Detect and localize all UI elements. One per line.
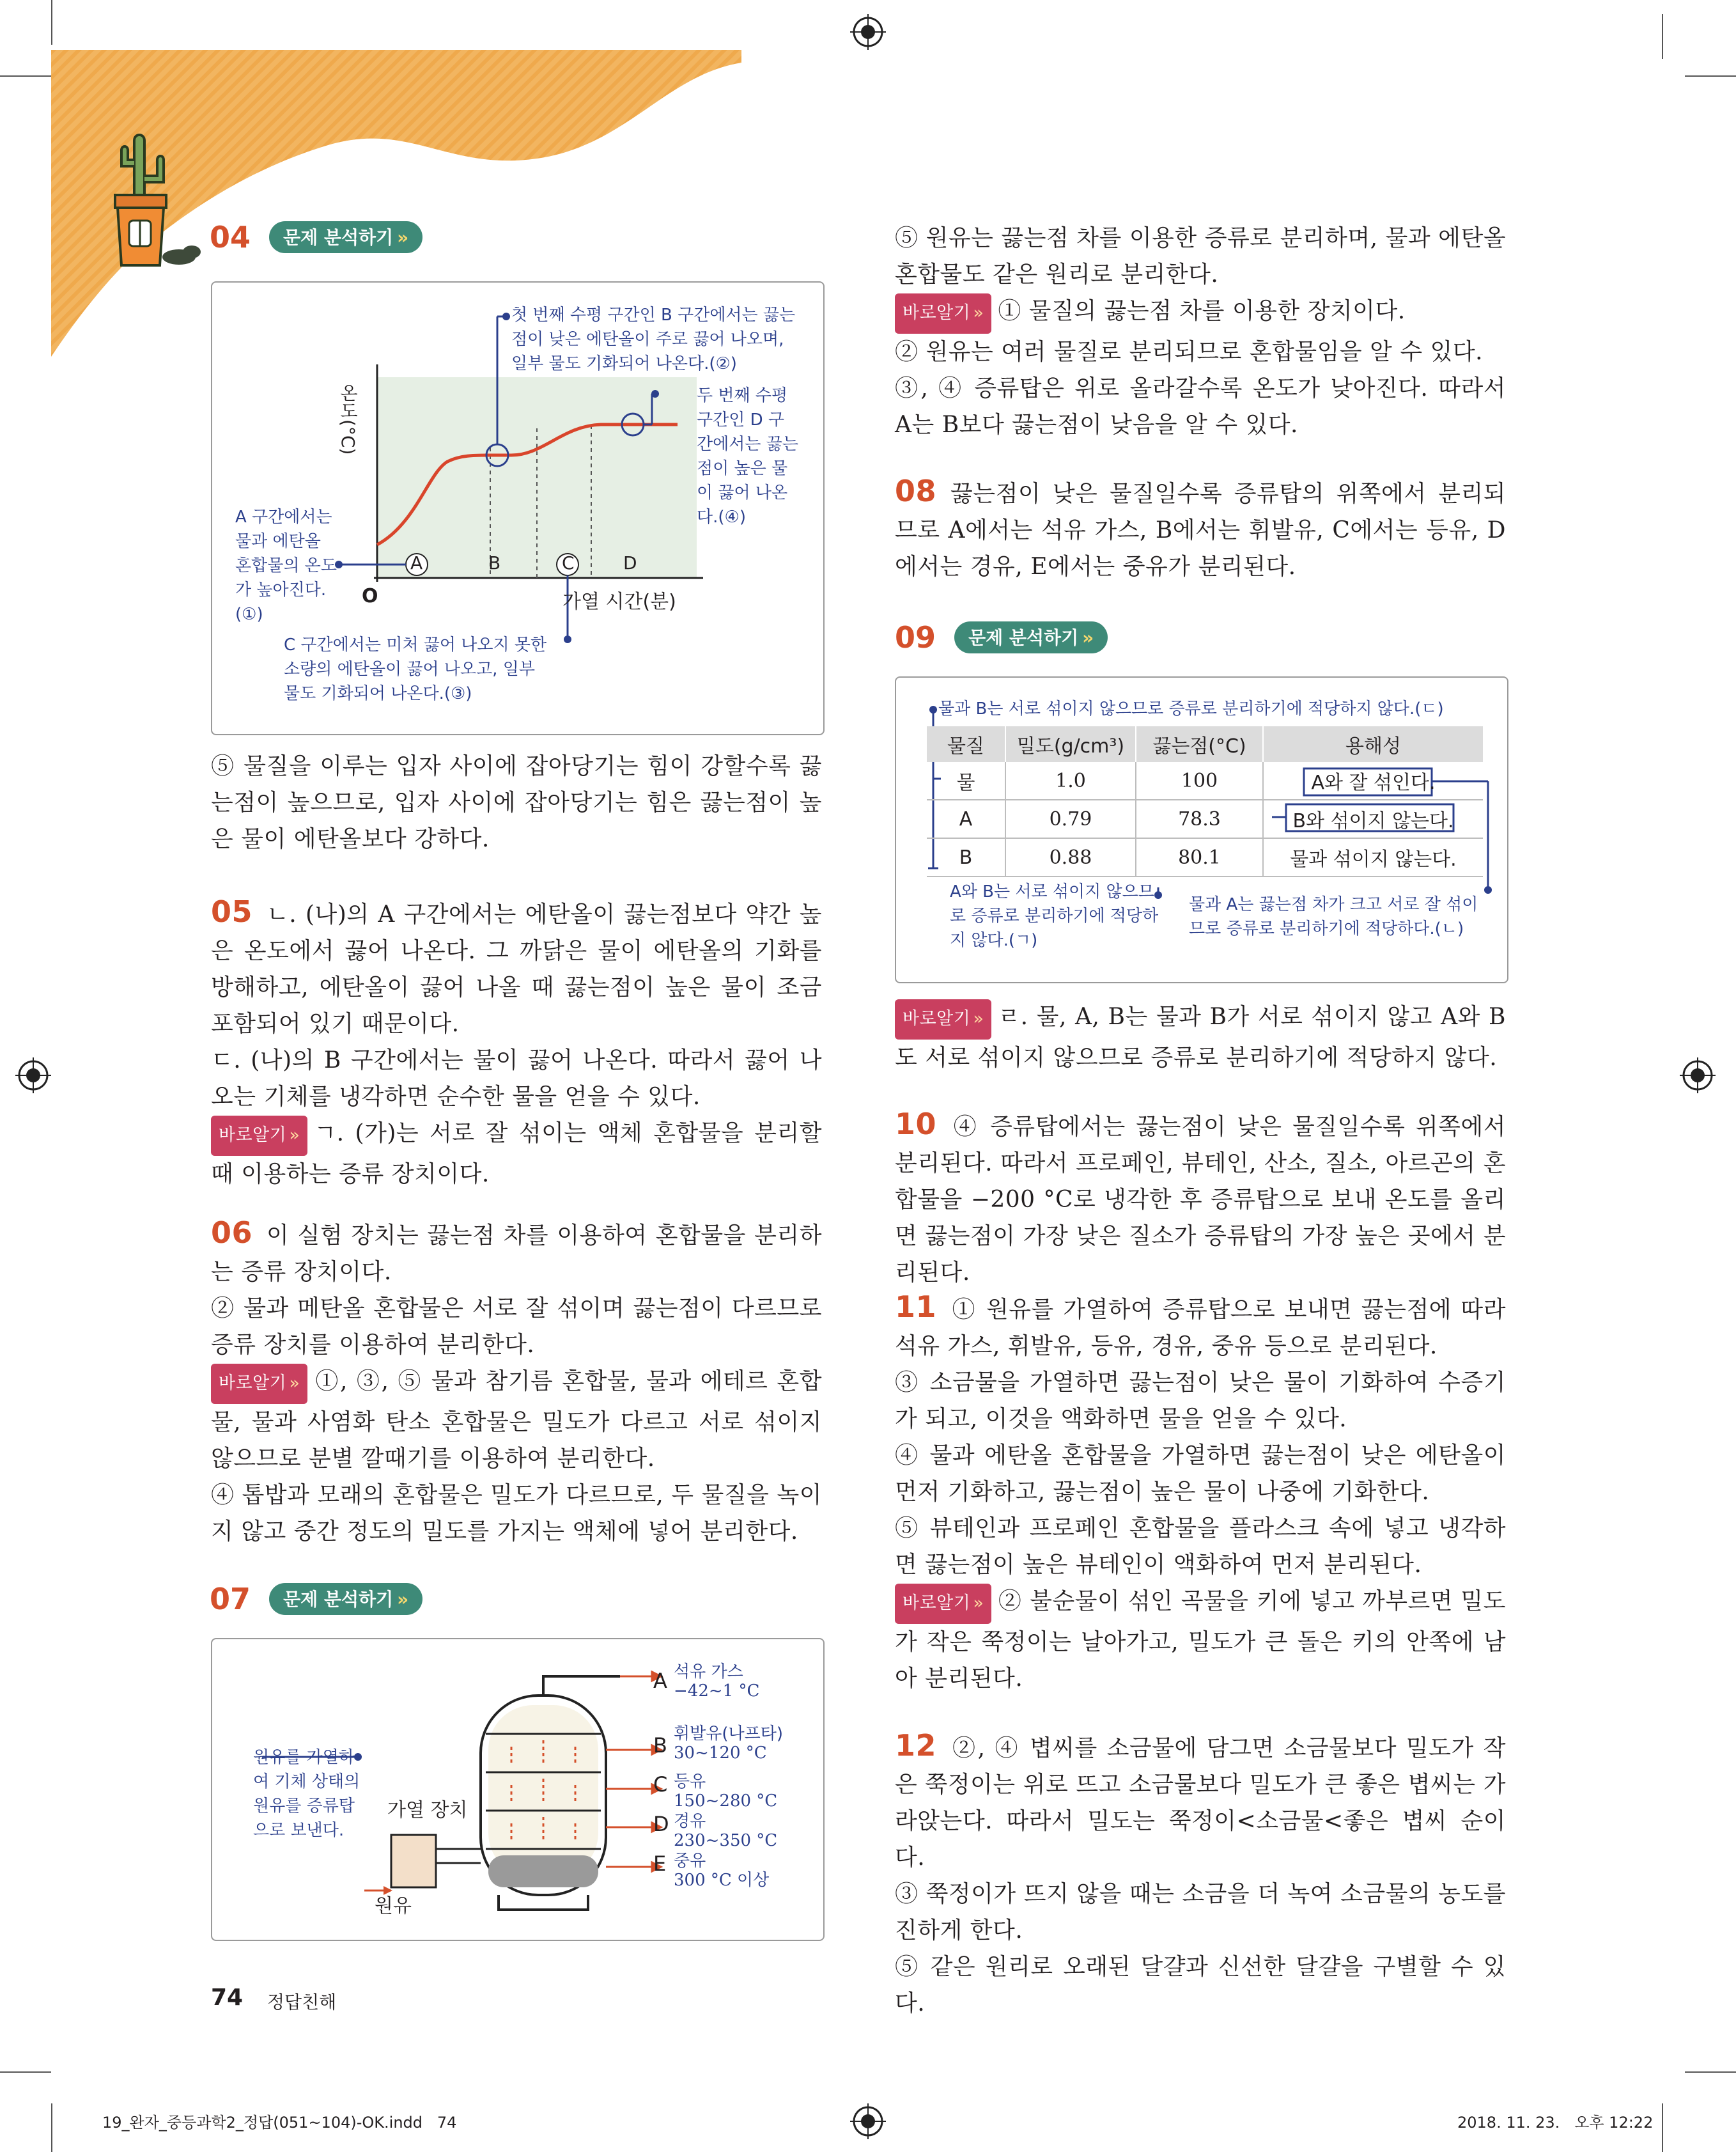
q12-answer: 12 ②, ④ 볍씨를 소금물에 담그면 소금물보다 밀도가 작은 쭉정이는 위로 뜨고 소금물보다 밀도가 큰 좋은 볍씨는 가라앉는다. 따라서 밀도는 쭉정이<소금물<좋은 볍씨 순이다. ③ 쭉정이가 뜨지 않을 때는 소금을 더 녹여 소금물의 농도를 진하게 한다. ⑤ 같은 원리로 오래된 달걀과 신선한 달걀을 구별할 수 있다. [895, 1728, 1506, 2016]
graph-region-d: D [623, 552, 637, 573]
q11-answer: 11 ① 원유를 가열하여 증류탑으로 보내면 끓는점에 따라 석유 가스, 휘발유, 등유, 경유, 중유 등으로 분리된다. ③ 소금물을 가열하면 끓는점이 낮은 물이 기화하여 수증기가 되고, 이것을 액화하면 물을 얻을 수 있다. ④ 물과 에탄올 혼합물을 가열하면 끓는점이 낮은 에탄올이 먼저 기화하고, 끓는점이 높은 물이 나중에 기화한다. ⑤ 뷰테인과 프로페인 혼합물을 플라스크 속에 넣고 냉각하면 끓는점이 높은 뷰테인이 액화하여 먼저 분리된다. 바로알기 » ② 불순물이 섞인 곡물을 키에 넣고 까부르면 밀도가 작은 쭉정이는 날아가고, 밀도가 큰 돌은 키의 안쪽에 남아 분리된다. [895, 1290, 1506, 1692]
q06-answer: 06 이 실험 장치는 끓는점 차를 이용하여 혼합물을 분리하는 증류 장치이다. ② 물과 메탄올 혼합물은 서로 잘 섞이며 끓는점이 다르므로 증류 장치를 이용하여 분리한다. 바로알기 » ①, ③, ⑤ 물과 참기름 혼합물, 물과 에테르 혼합물, 물과 사염화 탄소 혼합물은 밀도가 다르고 서로 섞이지 않으므로 분별 깔때기를 이용하여 분리한다. ④ 톱밥과 모래의 혼합물은 밀도가 다르므로, 두 물질을 녹이지 않고 중간 정도의 밀도를 가지는 액체에 넣어 분리한다. [211, 1215, 822, 1545]
heater-label: 가열 장치 [387, 1799, 468, 1821]
table-annotation-right: 물과 A는 끓는점 차가 크고 서로 잘 섞이므로 증류로 분리하기에 적당하다.(ㄴ) [1189, 895, 1478, 939]
correct-badge: 바로알기 » [211, 1116, 307, 1156]
page-section: 정답친해 [267, 1992, 337, 2013]
column-header: 끓는점(°C) [1136, 726, 1263, 762]
page-number: 74 [211, 1984, 244, 2011]
q07-heading [210, 1582, 422, 1616]
question-number: 09 [895, 620, 936, 655]
registration-mark-icon [850, 2103, 886, 2139]
q09-answer: 바로알기 » ㄹ. 물, A, B는 물과 B가 서로 섞이지 않고 A와 B도 서로 섞이지 않으므로 증류로 분리하기에 적당하지 않다. [895, 999, 1506, 1076]
analysis-badge: 문제 분석하기 » [269, 221, 422, 253]
tower-annotation: 원유를 가열하여 기체 상태의 원유를 증류탑으로 보낸다. [253, 1748, 360, 1840]
correct-badge: 바로알기 » [895, 1584, 991, 1624]
annotation-b: 첫 번째 수평 구간인 B 구간에서는 끓는점이 낮은 에탄올이 주로 끓어 나오며, 일부 물도 기화되어 나온다.(②) [511, 306, 796, 373]
question-number: 12 [895, 1728, 937, 1763]
print-timestamp: 2018. 11. 23. 오후 12:22 [1457, 2114, 1654, 2132]
question-number: 11 [895, 1290, 937, 1324]
table-row: A 0.79 78.3 B와 섞이지 않는다. [927, 800, 1483, 838]
registration-mark-icon [15, 1057, 51, 1093]
q10-answer: 10 ④ 증류탑에서는 끓는점이 낮은 물질일수록 위쪽에서 분리된다. 따라서 프로페인, 뷰테인, 산소, 질소, 아르곤의 혼합물을 −200 °C로 냉각한 후 증류탑으로 보내 온도를 올리면 끓는점이 가장 낮은 질소가 증류탑의 가장 높은 곳에서 분리된다. [895, 1107, 1506, 1286]
crude-oil-label: 원유 [375, 1895, 412, 1917]
question-number: 07 [210, 1582, 251, 1616]
annotation-c: C 구간에서는 미처 끓어 나오지 못한 소량의 에탄올이 끓어 나오고, 일부 물도 기화되어 나온다.(③) [284, 635, 547, 703]
analysis-badge: 문제 분석하기 » [954, 621, 1108, 653]
correct-badge: 바로알기 » [895, 293, 991, 334]
correct-badge: 바로알기 » [211, 1364, 307, 1404]
registration-mark-icon [850, 14, 886, 50]
graph-region-b: B [488, 552, 501, 573]
q05-answer: 05 ㄴ. (나)의 A 구간에서는 에탄올이 끓는점보다 약간 높은 온도에서 끓어 나온다. 그 까닭은 물이 에탄올의 기화를 방해하고, 에탄올이 끓어 나올 때 끓는점이 높은 물이 조금 포함되어 있기 때문이다. ㄷ. (나)의 B 구간에서는 물이 끓어 나온다. 따라서 끓어 나오는 기체를 냉각하면 순수한 물을 얻을 수 있다. 바로알기 » ㄱ. (가)는 서로 잘 섞이는 액체 혼합물을 분리할 때 이용하는 증류 장치이다. [211, 894, 822, 1187]
q04-answer: ⑤ 물질을 이루는 입자 사이에 잡아당기는 힘이 강할수록 끓는점이 높으므로, 입자 사이에 잡아당기는 힘은 끓는점이 높은 물이 에탄올보다 강하다. [211, 753, 822, 852]
table-annotation-top: 물과 B는 서로 섞이지 않으므로 증류로 분리하기에 적당하지 않다.(ㄷ) [938, 699, 1444, 719]
graph-region-c: C [562, 552, 575, 573]
correct-badge: 바로알기 » [895, 999, 991, 1040]
table-annotation-left: A와 B는 서로 섞이지 않으므로 증류로 분리하기에 적당하지 않다.(ㄱ) [950, 882, 1159, 950]
analysis-badge: 문제 분석하기 » [269, 1583, 422, 1615]
registration-mark-icon [1680, 1057, 1716, 1093]
question-number: 08 [895, 474, 937, 508]
column-header: 물질 [927, 726, 1005, 762]
q08-answer: 08 끓는점이 낮은 물질일수록 증류탑의 위쪽에서 분리되므로 A에서는 석유 가스, B에서는 휘발유, C에서는 등유, D에서는 경유, E에서는 중유가 분리된다. [895, 474, 1506, 580]
question-number: 06 [211, 1215, 253, 1250]
question-number: 05 [211, 894, 253, 929]
indd-filename: 19_완자_중등과학2_정답(051~104)-OK.indd 74 [102, 2114, 457, 2132]
graph-region-a: A [410, 552, 423, 573]
graph-y-label: 온도(°C) [337, 384, 359, 455]
q07-answer: ⑤ 원유는 끓는점 차를 이용한 증류로 분리하며, 물과 에탄올 혼합물도 같은 원리로 분리한다. 바로알기 » ① 물질의 끓는점 차를 이용한 장치이다. ② 원유는 여러 물질로 분리되므로 혼합물임을 알 수 있다. ③, ④ 증류탑은 위로 올라갈수록 온도가 낮아진다. 따라서 A는 B보다 끓는점이 낮음을 알 수 있다. [895, 225, 1506, 438]
column-header: 밀도(g/cm³) [1005, 726, 1136, 762]
q04-heading [210, 220, 422, 254]
question-number: 10 [895, 1107, 937, 1141]
annotation-a: A 구간에서는 물과 에탄올 혼합물의 온도가 높아진다.(①) [235, 508, 337, 624]
q09-heading [895, 620, 1108, 655]
column-header: 용해성 [1263, 726, 1483, 762]
graph-origin: O [362, 585, 378, 607]
annotation-d: 두 번째 수평 구간인 D 구간에서는 끓는점이 높은 물이 끓어 나온다.(④) [697, 386, 798, 527]
table-row: B 0.88 80.1 물과 섞이지 않는다. [927, 838, 1483, 877]
substance-table [927, 726, 1483, 877]
table-row: 물 1.0 100 A와 잘 섞인다. [927, 762, 1483, 800]
graph-x-label: 가열 시간(분) [562, 591, 676, 613]
cactus-pot-icon [96, 115, 205, 269]
question-number: 04 [210, 220, 251, 254]
